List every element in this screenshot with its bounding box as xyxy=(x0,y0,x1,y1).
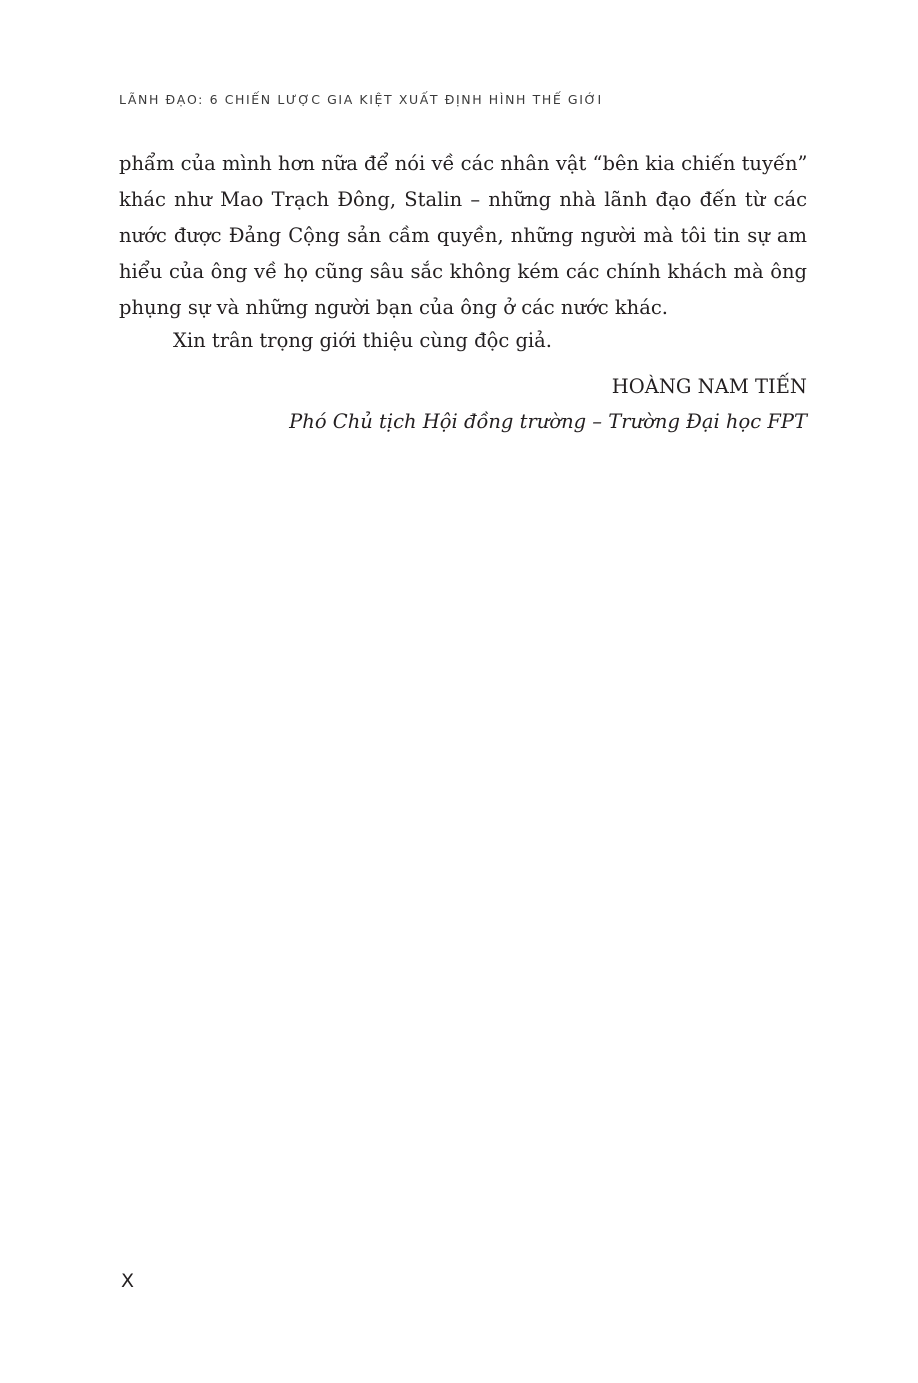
closing-sentence: Xin trân trọng giới thiệu cùng độc giả. xyxy=(173,329,552,352)
signature-block xyxy=(289,369,807,439)
body-line: phẩm của mình hơn nữa để nói về các nhân vật “bên kia chiến tuyến” xyxy=(119,152,808,175)
running-header: LÃNH ĐẠO: 6 CHIẾN LƯỢC GIA KIỆT XUẤT ĐỊNH HÌNH THẾ GIỚI xyxy=(119,92,603,107)
body-line: khác như Mao Trạch Đông, Stalin – những nhà lãnh đạo đến từ các xyxy=(119,188,807,211)
body-paragraph xyxy=(119,146,807,326)
body-line: phụng sự và những người bạn của ông ở các nước khác. xyxy=(119,296,668,319)
author-role: Phó Chủ tịch Hội đồng trường – Trường Đại học FPT xyxy=(289,410,807,433)
body-line: hiểu của ông về họ cũng sâu sắc không kém các chính khách mà ông xyxy=(119,260,807,283)
body-line: nước được Đảng Cộng sản cầm quyền, những người mà tôi tin sự am xyxy=(119,224,807,247)
page-number: X xyxy=(121,1270,135,1292)
author-name: HOÀNG NAM TIẾN xyxy=(611,375,807,398)
